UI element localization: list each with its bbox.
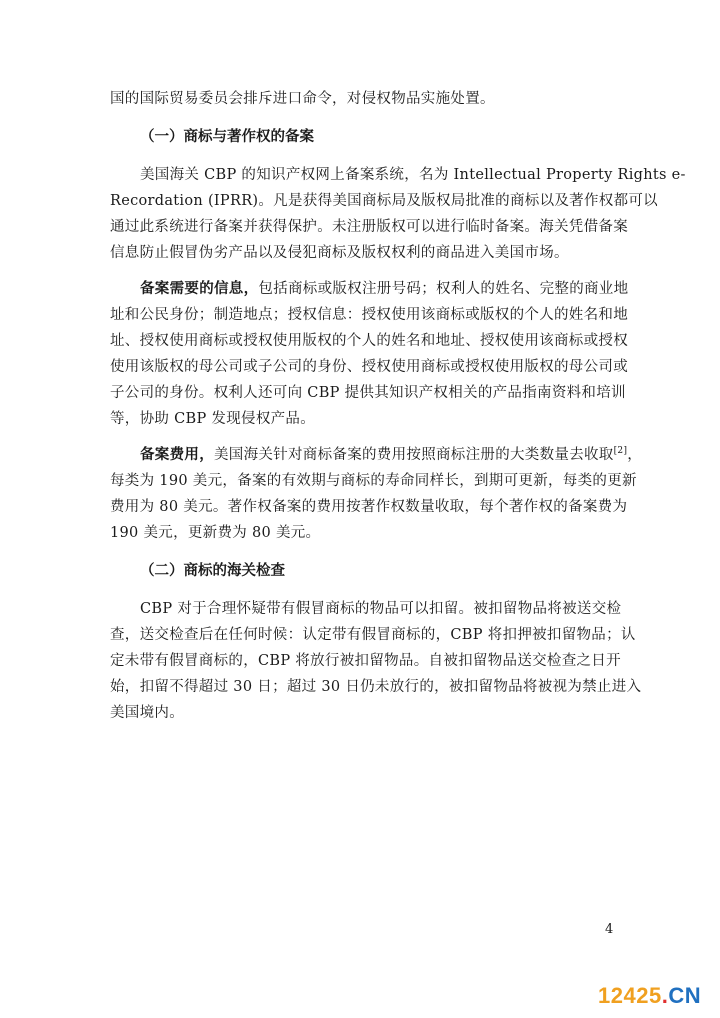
watermark-dot: . (661, 983, 669, 1008)
section2-heading: （二）商标的海关检查 (140, 562, 285, 579)
paragraph-line: 每类为 190 美元，备案的有效期与商标的寿命同样长，到期可更新，每类的更新 (110, 473, 637, 489)
section2-paragraph-1 (110, 596, 642, 726)
paragraph-line: CBP 对于合理怀疑带有假冒商标的物品可以扣留。被扣留物品将被送交检 (140, 601, 622, 617)
paragraph-line: 190 美元，更新费为 80 美元。 (110, 525, 321, 541)
bold-lead: 备案需要的信息， (140, 280, 259, 297)
paragraph-line: 通过此系统进行备案并获得保护。未注册版权可以进行临时备案。海关凭借备案 (110, 219, 628, 235)
first-line-end: ， (627, 447, 643, 463)
paragraph-first-line (110, 276, 629, 302)
site-watermark-logo (598, 983, 701, 1009)
paragraph-line: 查，送交检查后在任何时候：认定带有假冒商标的，CBP 将扣押被扣留物品；认 (110, 627, 636, 643)
paragraph-line: 使用该版权的母公司或子公司的身份、授权使用商标或授权使用版权的母公司或 (110, 359, 628, 375)
paragraph-line: 始，扣留不得超过 30 日；超过 30 日仍未放行的，被扣留物品将被视为禁止进入 (110, 679, 642, 695)
document-page (110, 86, 686, 736)
section1-heading: （一）商标与著作权的备案 (140, 128, 314, 145)
section1-paragraph-3 (110, 442, 643, 546)
paragraph-line: 等，协助 CBP 发现侵权产品。 (110, 411, 316, 427)
paragraph-line: Recordation (IPRR)。凡是获得美国商标局及版权局批准的商标以及著作权都可以 (110, 193, 658, 209)
paragraph-line: 定未带有假冒商标的，CBP 将放行被扣留物品。自被扣留物品送交检查之日开 (110, 653, 621, 669)
intro-line: 国的国际贸易委员会排斥进口命令，对侵权物品实施处置。 (110, 91, 495, 107)
paragraph-line: 费用为 80 美元。著作权备案的费用按著作权数量收取，每个著作权的备案费为 (110, 499, 628, 515)
section1-paragraph-2 (110, 276, 629, 432)
first-line-rest: 美国海关针对商标备案的费用按照商标注册的大类数量去收取 (214, 447, 614, 463)
paragraph-line: 子公司的身份。权利人还可向 CBP 提供其知识产权相关的产品指南资料和培训 (110, 385, 626, 401)
footnote-reference: [2] (613, 446, 628, 457)
page-number: 4 (605, 922, 614, 937)
watermark-number: 12425 (598, 983, 662, 1008)
paragraph-line: 址、授权使用商标或授权使用版权的个人的姓名和地址、授权使用该商标或授权 (110, 333, 628, 349)
bold-lead: 备案费用， (140, 446, 214, 463)
watermark-suffix: CN (668, 983, 702, 1008)
paragraph-line: 信息防止假冒伪劣产品以及侵犯商标及版权权利的商品进入美国市场。 (110, 245, 569, 261)
paragraph-line: 美国境内。 (110, 705, 184, 721)
section1-paragraph-1 (110, 162, 686, 266)
paragraph-line: 美国海关 CBP 的知识产权网上备案系统，名为 Intellectual Property Rights e- (140, 167, 686, 183)
paragraph-first-line (110, 442, 643, 468)
intro-paragraph (110, 86, 610, 112)
paragraph-line: 址和公民身份；制造地点；授权信息：授权使用该商标或版权的个人的姓名和地 (110, 307, 628, 323)
first-line-rest: 包括商标或版权注册号码；权利人的姓名、完整的商业地 (258, 281, 629, 297)
